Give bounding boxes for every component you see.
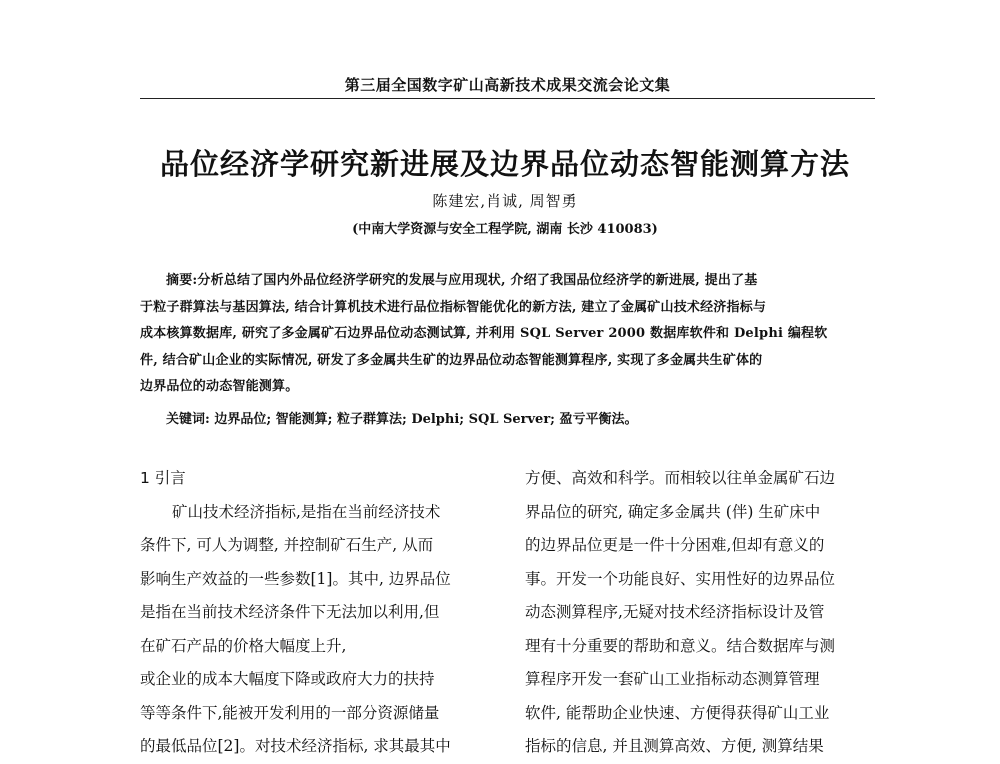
abstract-line: 分析总结了国内外品位经济学研究的发展与应用现状, 介绍了我国品位经济学的新进展, 提出了基 — [197, 273, 758, 288]
left-column — [140, 462, 488, 764]
body-line: 事。开发一个功能良好、实用性好的边界品位 — [525, 569, 836, 588]
right-column — [525, 462, 873, 764]
paper-title: 品位经济学研究新进展及边界品位动态智能测算方法 — [159, 147, 850, 181]
authors: 陈建宏,肖诚, 周智勇 — [432, 192, 578, 210]
header-rule — [140, 98, 875, 99]
body-line: 的边界品位更是一件十分困难,但却有意义的 — [525, 536, 825, 554]
section-heading: 1 引言 — [140, 469, 186, 487]
keywords-label: 关键词: — [166, 412, 210, 427]
abstract — [140, 268, 875, 401]
body-line: 矿山技术经济指标,是指在当前经济技术 — [172, 502, 441, 521]
body-line: 影响生产效益的一些参数[1]。其中, 边界品位 — [140, 569, 451, 588]
body-line: 等等条件下,能被开发利用的一部分资源储量 — [140, 703, 440, 722]
body-line: 方便、高效和科学。而相较以往单金属矿石边 — [525, 469, 836, 487]
body-line: 软件, 能帮助企业快速、方便得获得矿山工业 — [525, 703, 830, 722]
body-line: 是指在当前技术经济条件下无法加以利用,但 — [140, 603, 440, 621]
body-line: 动态测算程序,无疑对技术经济指标设计及管 — [525, 603, 825, 621]
abstract-line: 边界品位的动态智能测算。 — [140, 379, 299, 394]
abstract-line: 成本核算数据库, 研究了多金属矿石边界品位动态测试算, 并利用 SQL Server 2000 数据库软件和 Delphi 编程软 — [140, 326, 828, 341]
keywords-text: 边界品位; 智能测算; 粒子群算法; Delphi; SQL Server; 盈亏平衡法。 — [214, 412, 638, 427]
body-line: 指标的信息, 并且测算高效、方便, 测算结果 — [525, 737, 824, 755]
keywords — [166, 408, 875, 427]
body-line: 条件下, 可人为调整, 并控制矿石生产, 从而 — [140, 536, 434, 554]
body-line: 算程序开发一套矿山工业指标动态测算管理 — [525, 670, 820, 688]
body-line: 或企业的成本大幅度下降或政府大力的扶持 — [140, 670, 435, 688]
body-line: 界品位的研究, 确定多金属共 (伴) 生矿床中 — [525, 502, 821, 521]
body-line: 在矿石产品的价格大幅度上升, — [140, 636, 347, 655]
abstract-line: 于粒子群算法与基因算法, 结合计算机技术进行品位指标智能优化的新方法, 建立了金属矿山技术经济指标与 — [140, 299, 767, 315]
abstract-line: 件, 结合矿山企业的实际情况, 研发了多金属共生矿的边界品位动态智能测算程序, 实现了多金属共生矿体的 — [140, 352, 763, 368]
abstract-label: 摘要: — [166, 273, 198, 288]
running-head: 第三届全国数字矿山高新技术成果交流会论文集 — [344, 76, 671, 94]
affiliation: (中南大学资源与安全工程学院, 湖南 长沙 410083) — [352, 222, 658, 237]
body-line: 理有十分重要的帮助和意义。结合数据库与测 — [525, 636, 836, 655]
body-line: 的最低品位[2]。对技术经济指标, 求其最其中 — [140, 737, 451, 755]
